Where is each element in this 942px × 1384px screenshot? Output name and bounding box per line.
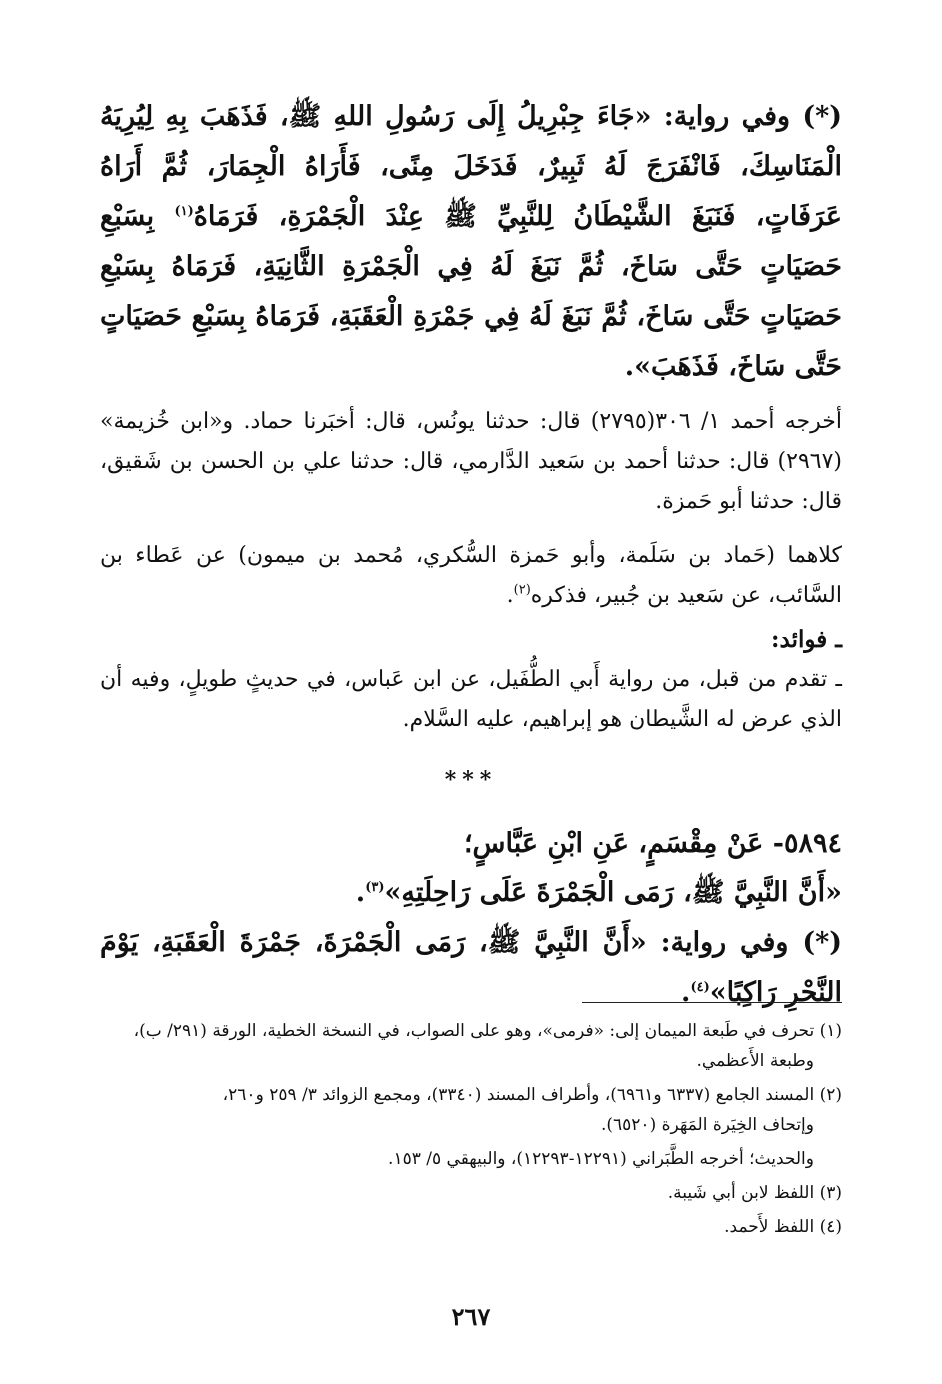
hadith-variant-riding: (*) وفي رواية: «أَنَّ النَّبِيَّ ﷺ، رَمَى الْجَمْرَةَ، جَمْرَةَ الْعَقَبَةِ، يَوْمَ النَّحْرِ رَاكِبًا»$^{(٤)}$.	[100, 927, 842, 1008]
section-separator: ***	[444, 767, 498, 793]
page-number: ٢٦٧	[451, 1302, 491, 1331]
footnote-ref-3: (٣)	[365, 880, 385, 895]
hadith-matn: «أَنَّ النَّبِيَّ ﷺ، رَمَى الْجَمْرَةَ عَلَى رَاحِلَتِهِ»	[384, 877, 842, 908]
chain-paragraph: كلاهما (حَماد بن سَلَمة، وأبو حَمزة السُّكري، مُحمد بن ميمون) عن عَطاء بن السَّائب، عن سَعيد بن جُبير، فذكره$^{(٢)}$.	[100, 543, 842, 608]
takhrij-paragraph: أخرجه أحمد ١/ ٣٠٦(٢٧٩٥) قال: حدثنا يونُس، قال: أخبَرنا حماد. و«ابن خُزيمة» (٢٩٦٧) قال: حدثنا أحمد بن سَعيد الدَّارمي، قال: حدثنا علي بن الحسن بن شَقيق، قال: حدثنا أبو حَمزة.	[100, 409, 842, 514]
footnote-4: (٤) اللفظ لأَحمد.	[724, 1217, 842, 1237]
footnote-1-text: (١) تحرف في طَبعة الميمان إلى: «فرمى»، وهو على الصواب، في النسخة الخطية، الورقة (٢٩١/ ب)،	[133, 1021, 842, 1041]
footnote-ref-4: (٤)	[690, 980, 710, 995]
footnote-1	[100, 1016, 842, 1076]
benefits-paragraph: ـ تقدم من قبل، من رواية أَبي الطُّفَيل، عن ابن عَباس، في حديثٍ طويلٍ، وفيه أن الذي عرض له الشَّيطان هو إبراهيم، عليه السَّلام.	[100, 667, 842, 732]
hadith-variant-jibril	[100, 92, 842, 392]
section-heading-benefits: ـ فوائد:	[771, 626, 842, 653]
footnote-2-cont: وإتحاف الخِيَرة المَهَرة (٦٥٢٠).	[600, 1115, 814, 1135]
footnote-2	[100, 1080, 842, 1140]
footnote-3: (٣) اللفظ لابن أبي شَيبة.	[667, 1183, 842, 1203]
hadith-text: (*) وفي رواية: «جَاءَ جِبْرِيلُ إِلَى رَسُولِ اللهِ ﷺ، فَذَهَبَ بِهِ لِيُرِيَهُ الْمَنَاسِكَ، فَانْفَرَجَ لَهُ ثَبِيرٌ، فَدَخَلَ مِنًى، فَأَرَاهُ الْجِمَارَ، ثُمَّ أَرَاهُ عَرَفَاتٍ، فَنَبَغَ الشَّيْطَانُ لِلنَّبِيِّ ﷺ عِنْدَ الْجَمْرَةِ، فَرَمَاهُ	[100, 101, 843, 232]
footnote-1-cont: وطبعة الأَعظمي.	[696, 1051, 814, 1071]
hadith-number-heading: ٥٨٩٤- عَنْ مِقْسَمٍ، عَنِ ابْنِ عَبَّاسٍ؛	[463, 828, 842, 859]
hadith-text-cont: بِسَبْعِ حَصَيَاتٍ حَتَّى سَاخَ، ثُمَّ نَبَغَ لَهُ فِي الْجَمْرَةِ الثَّانِيَةِ، فَرَمَاهُ بِسَبْعِ حَصَيَاتٍ حَتَّى سَاخَ، ثُمَّ نَبَغَ لَهُ فِي جَمْرَةِ الْعَقَبَةِ، فَرَمَاهُ بِسَبْعِ حَصَيَاتٍ حَتَّى سَاخَ، فَذَهَبَ».	[100, 201, 842, 382]
hadith-variant-text: (*) وفي رواية: «أَنَّ النَّبِيَّ ﷺ، رَمَى الْجَمْرَةَ، جَمْرَةَ الْعَقَبَةِ، يَوْمَ النَّحْرِ رَاكِبًا»	[100, 927, 842, 1008]
chain-text: كلاهما (حَماد بن سَلَمة، وأبو حَمزة السُّكري، مُحمد بن ميمون) عن عَطاء بن السَّائب، عن سَعيد بن جُبير، فذكره	[100, 543, 842, 608]
footnote-ref-1: (١)	[174, 204, 194, 219]
footnote-2-text: (٢) المسند الجامع (٦٣٣٧ و٦٩٦١)، وأطراف المسند (٣٣٤٠)، ومجمع الزوائد ٣/ ٢٥٩ و٢٦٠،	[222, 1085, 842, 1105]
footnote-ref-2: (٢)	[513, 582, 531, 598]
footnote-2-extra: والحديث؛ أخرجه الطَّبَراني (١٢٢٩١-١٢٢٩٣)، والبيهقي ٥/ ١٥٣.	[388, 1149, 814, 1169]
hadith-text-main: «أَنَّ النَّبِيَّ ﷺ، رَمَى الْجَمْرَةَ عَلَى رَاحِلَتِهِ»$^{(٣)}$.	[355, 877, 842, 908]
footnote-divider	[582, 1002, 842, 1003]
footnotes	[100, 1016, 842, 1246]
